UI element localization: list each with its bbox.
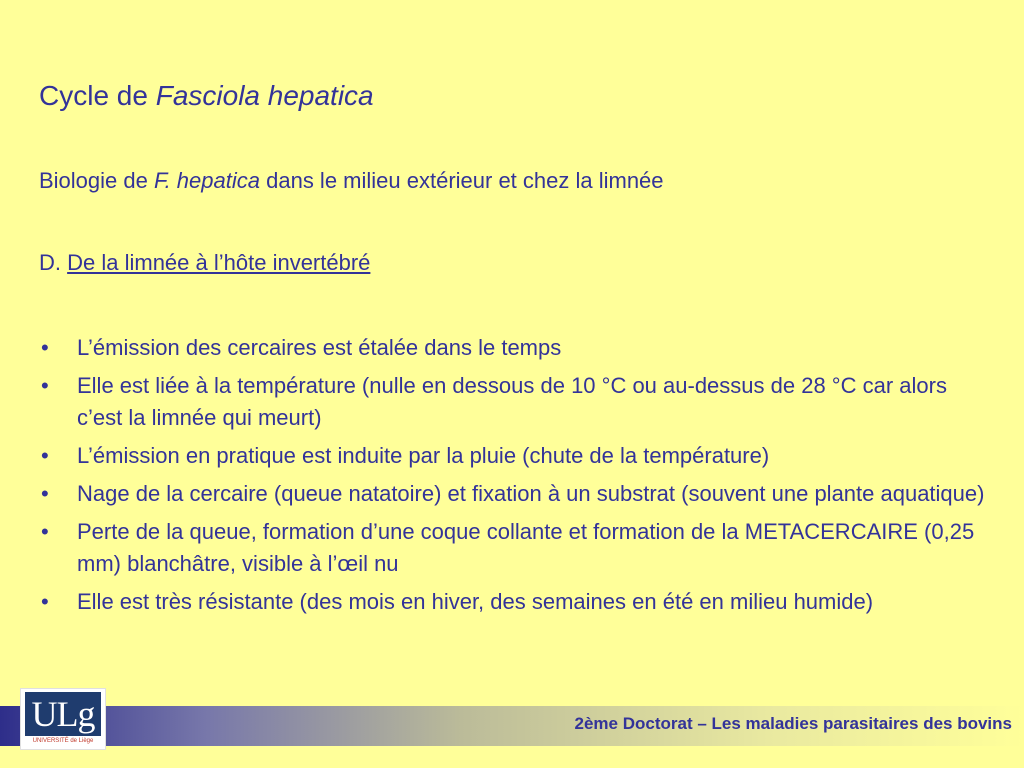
- bullet-item: • Elle est très résistante (des mois en hiver, des semaines en été en milieu humide): [39, 586, 989, 618]
- slide-subtitle: [39, 168, 664, 194]
- section-text: De la limnée à l’hôte invertébré: [67, 250, 371, 275]
- bullet-item: • Perte de la queue, formation d’une coque collante et formation de la METACERCAIRE (0,25 mm) blanchâtre, visible à l’œil nu: [39, 516, 989, 580]
- footer-text: 2ème Doctorat – Les maladies parasitaires des bovins: [574, 714, 1012, 733]
- title-italic: Fasciola hepatica: [155, 80, 374, 111]
- subtitle-italic: F. hepatica: [153, 168, 260, 193]
- logo-name: UNIVERSITÉ de Liège: [32, 738, 94, 744]
- bullet-item: • L’émission en pratique est induite par la pluie (chute de la température): [39, 440, 989, 472]
- slide-title: [39, 80, 374, 112]
- logo-mark: ULg: [25, 692, 101, 736]
- bullet-list: [39, 332, 989, 624]
- subtitle-prefix: Biologie de: [39, 168, 154, 193]
- section-letter: D.: [39, 250, 68, 275]
- bullet-item: • Elle est liée à la température (nulle en dessous de 10 °C ou au-dessus de 28 °C car alors c’est la limnée qui meurt): [39, 370, 989, 434]
- bullet-item: • Nage de la cercaire (queue natatoire) et fixation à un substrat (souvent une plante aquatique): [39, 478, 989, 510]
- subtitle-suffix: dans le milieu extérieur et chez la limnée: [260, 168, 664, 193]
- bullet-item: • L’émission des cercaires est étalée dans le temps: [39, 332, 989, 364]
- university-logo: [20, 688, 106, 750]
- section-heading: [39, 250, 370, 276]
- title-prefix: Cycle de: [39, 80, 156, 111]
